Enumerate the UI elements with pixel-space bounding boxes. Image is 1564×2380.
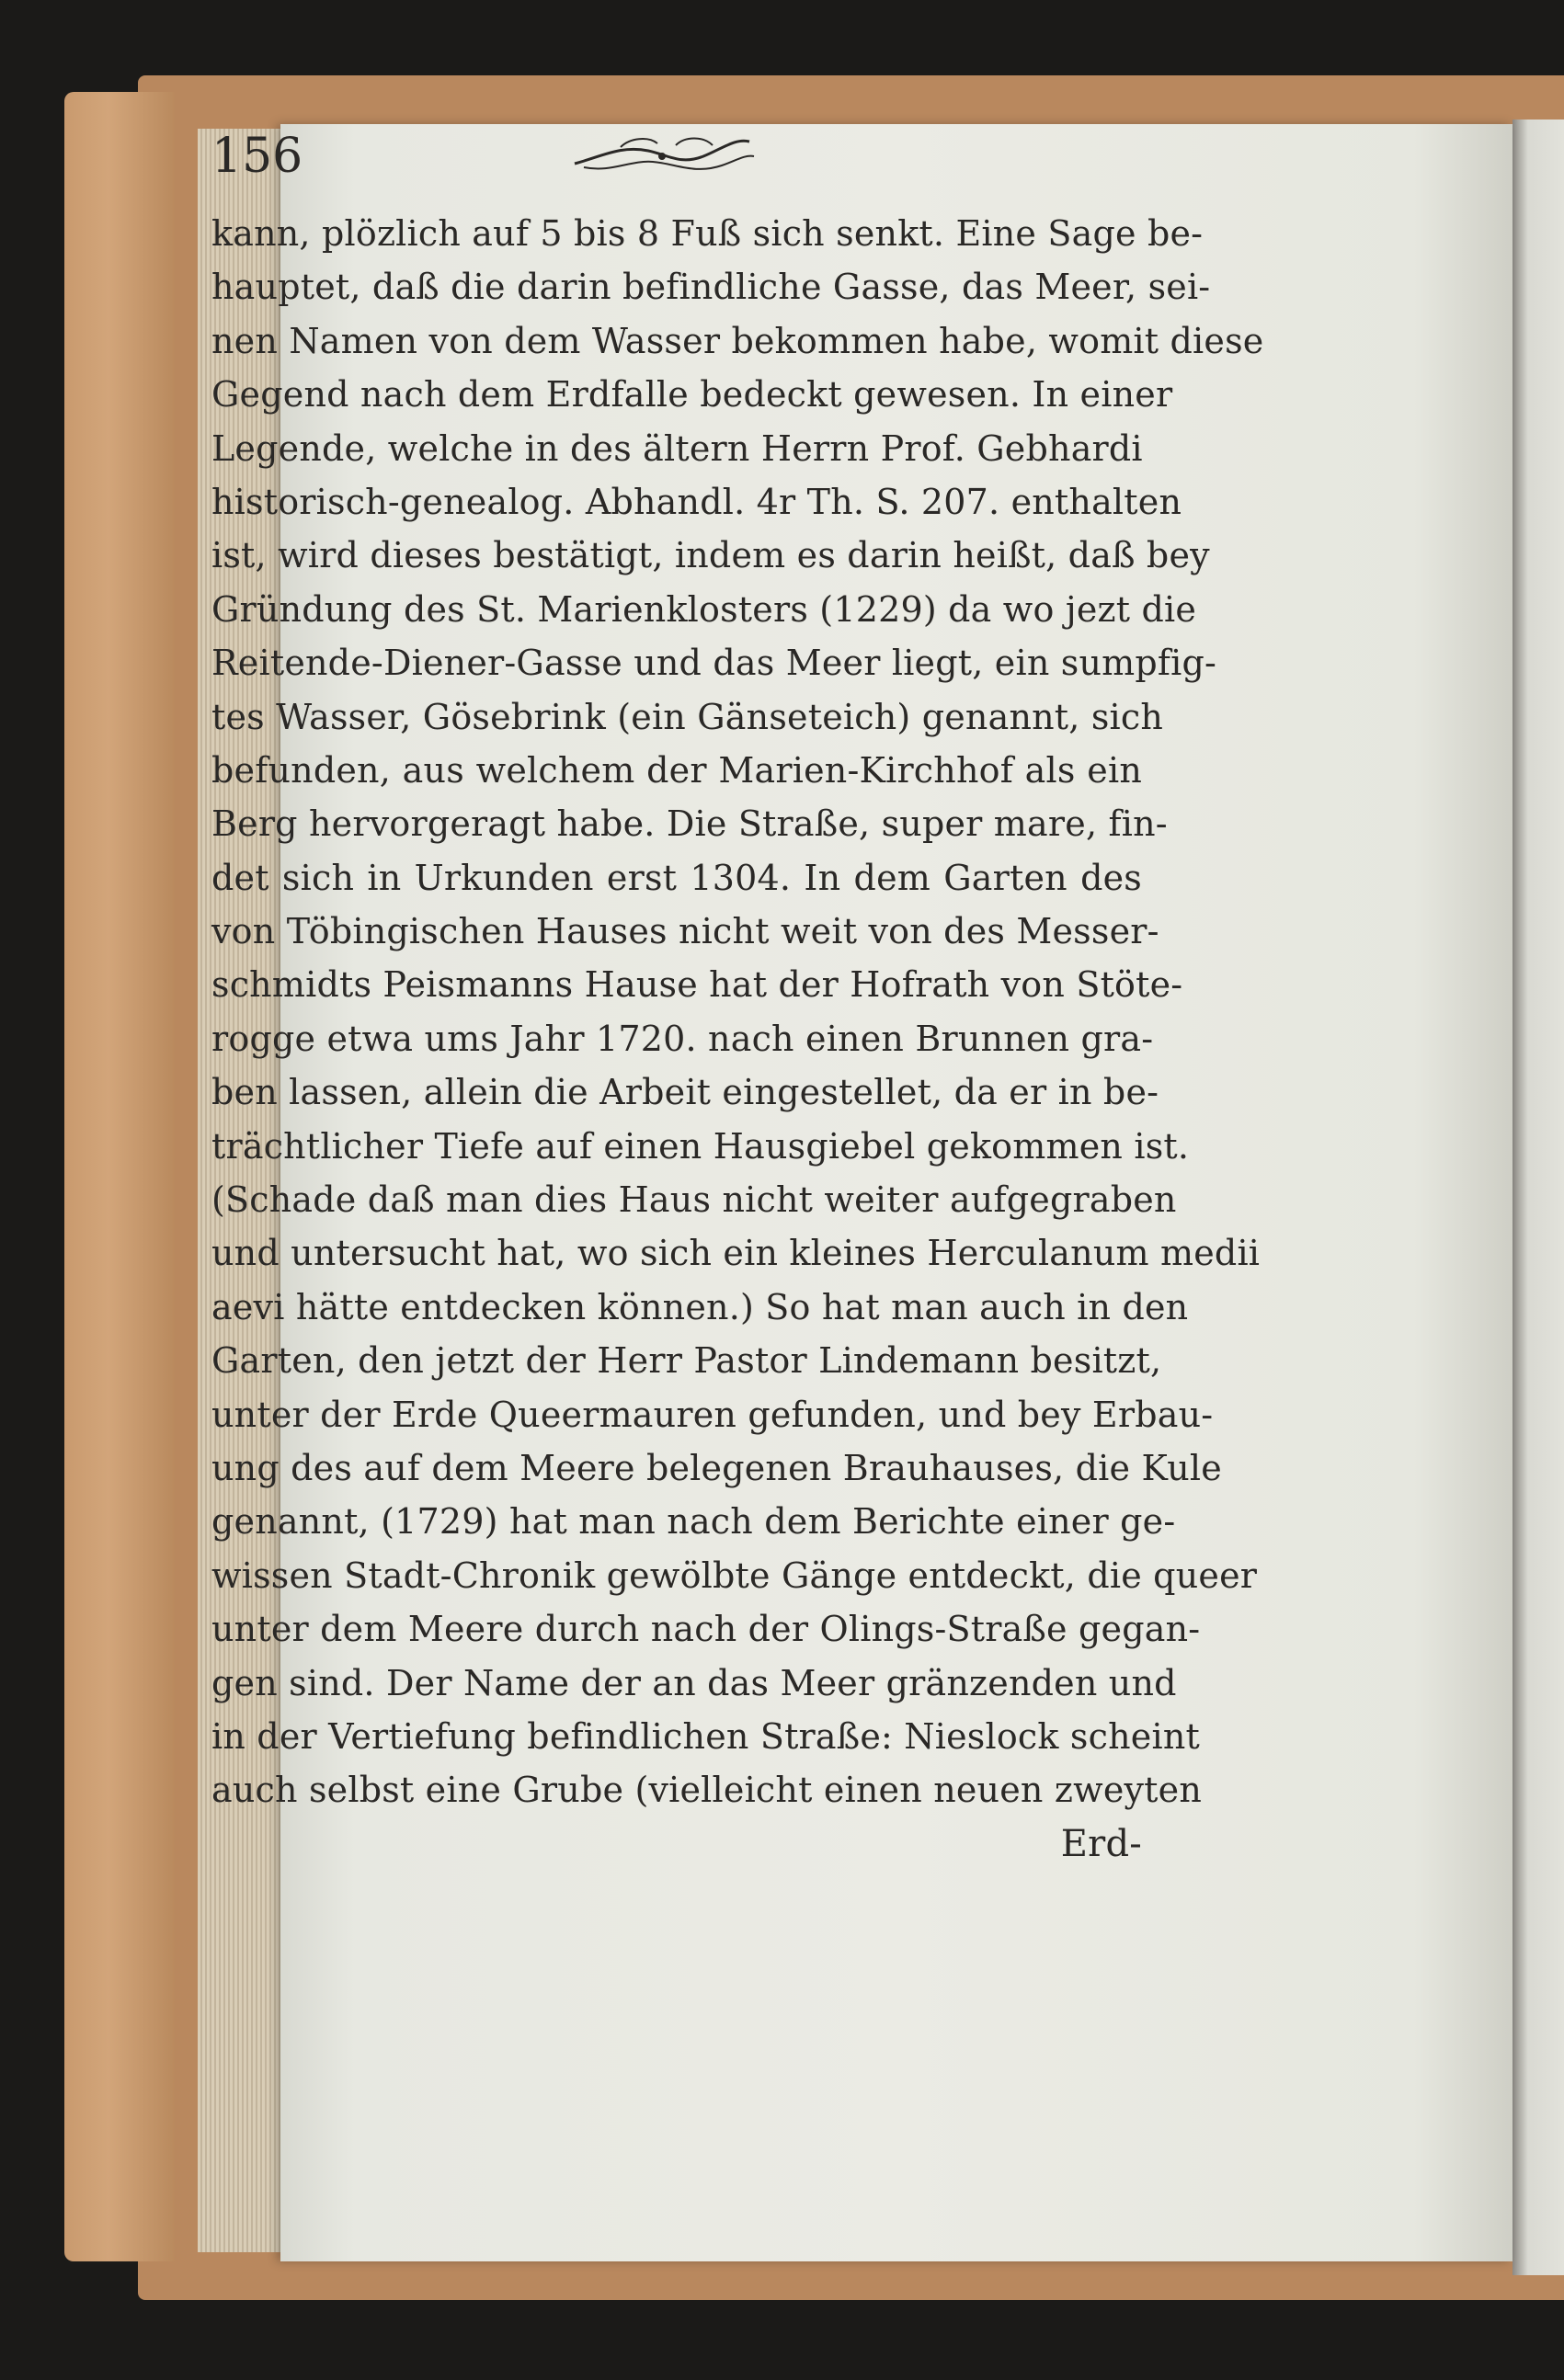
text-line: ben lassen, allein die Arbeit eingestellet, da er in be- bbox=[211, 1072, 1159, 1113]
text-line: wissen Stadt-Chronik gewölbte Gänge entdeckt, die queer bbox=[211, 1554, 1258, 1596]
book-cover-edge bbox=[64, 92, 175, 2261]
text-line: Gründung des St. Marienklosters (1229) da wo jezt die bbox=[211, 588, 1197, 630]
text-line: ung des auf dem Meere belegenen Brauhauses, die Kule bbox=[211, 1447, 1222, 1488]
page-header bbox=[211, 129, 1039, 211]
text-line: Gegend nach dem Erdfalle bedeckt gewesen. In einer bbox=[211, 374, 1173, 416]
text-line: aevi hätte entdecken können.) So hat man auch in den bbox=[211, 1286, 1189, 1327]
text-line: hauptet, daß die darin befindliche Gasse, das Meer, sei- bbox=[211, 267, 1211, 308]
catchword-line bbox=[211, 1817, 1142, 1871]
text-line: tes Wasser, Gösebrink (ein Gänseteich) genannt, sich bbox=[211, 696, 1164, 737]
text-line: gen sind. Der Name der an das Meer gränzenden und bbox=[211, 1662, 1177, 1703]
text-line: rogge etwa ums Jahr 1720. nach einen Brunnen gra- bbox=[211, 1018, 1154, 1059]
text-line: auch selbst eine Grube (vielleicht einen neuen zweyten bbox=[211, 1770, 1203, 1811]
text-line: det sich in Urkunden erst 1304. In dem Garten des bbox=[211, 857, 1142, 898]
text-line: befunden, aus welchem der Marien-Kirchhof als ein bbox=[211, 749, 1142, 791]
ornament-icon bbox=[565, 129, 759, 184]
catchword: Erd- bbox=[1060, 1822, 1142, 1865]
text-line: unter der Erde Queermauren gefunden, und bey Erbau- bbox=[211, 1394, 1214, 1435]
body-text bbox=[211, 207, 1264, 1871]
text-line: trächtlicher Tiefe auf einen Hausgiebel gekommen ist. bbox=[211, 1125, 1190, 1167]
page-number: 156 bbox=[211, 129, 303, 184]
facing-page-edge bbox=[1513, 120, 1564, 2275]
text-line: nen Namen von dem Wasser bekommen habe, womit diese bbox=[211, 320, 1264, 361]
text-line: Legende, welche in des ältern Herrn Prof. Gebhardi bbox=[211, 427, 1143, 469]
text-line: von Töbingischen Hauses nicht weit von des Messer- bbox=[211, 911, 1159, 952]
text-line: genannt, (1729) hat man nach dem Berichte einer ge- bbox=[211, 1501, 1176, 1543]
text-line: schmidts Peismanns Hause hat der Hofrath von Stöte- bbox=[211, 964, 1183, 1006]
text-line: in der Vertiefung befindlichen Straße: Nieslock scheint bbox=[211, 1715, 1200, 1757]
text-line: und untersucht hat, wo sich ein kleines Herculanum medii bbox=[211, 1233, 1261, 1274]
text-line: historisch-genealog. Abhandl. 4r Th. S. 207. enthalten bbox=[211, 481, 1182, 522]
text-line: Berg hervorgeragt habe. Die Straße, super mare, fin- bbox=[211, 803, 1168, 845]
text-line: kann, plözlich auf 5 bis 8 Fuß sich senkt. Eine Sage be- bbox=[211, 213, 1204, 254]
text-line: Garten, den jetzt der Herr Pastor Lindemann besitzt, bbox=[211, 1340, 1162, 1382]
text-line: ist, wird dieses bestätigt, indem es darin heißt, daß bey bbox=[211, 535, 1210, 576]
text-line: (Schade daß man dies Haus nicht weiter aufgegraben bbox=[211, 1179, 1177, 1221]
text-line: unter dem Meere durch nach der Olings-Straße gegan- bbox=[211, 1609, 1201, 1650]
text-line: Reitende-Diener-Gasse und das Meer liegt, ein sumpfig- bbox=[211, 643, 1217, 684]
